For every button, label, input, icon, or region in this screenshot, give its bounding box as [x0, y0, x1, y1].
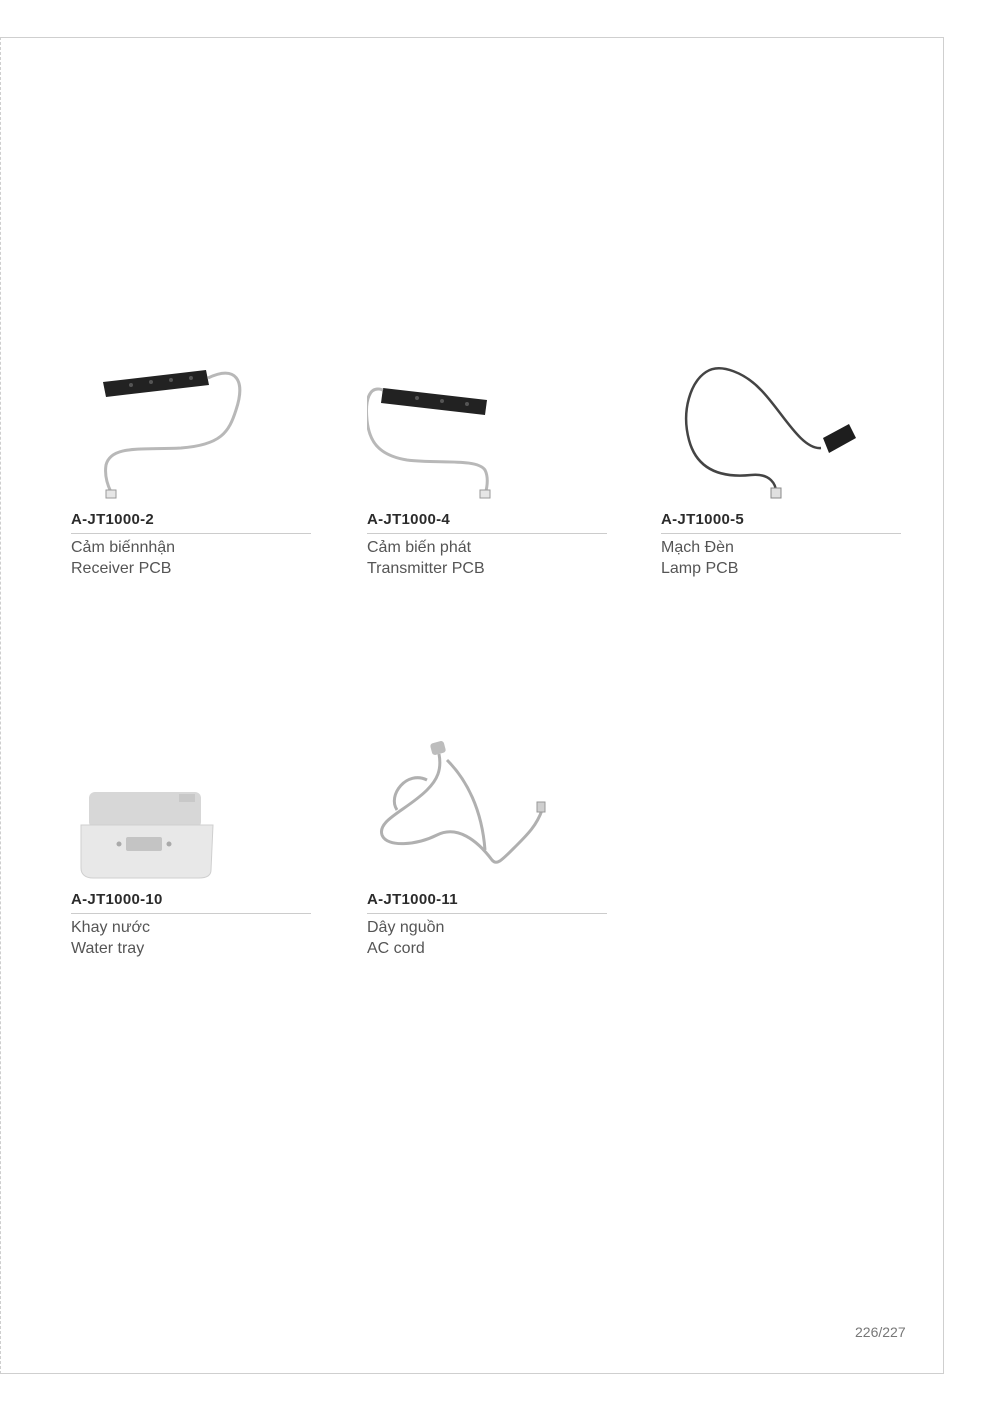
- divider: [71, 533, 311, 534]
- part-code: A-JT1000-10: [71, 891, 163, 908]
- part-name-vietnamese: Dây nguồn: [367, 919, 445, 936]
- receiver-pcb-image: [71, 360, 311, 510]
- part-name-english: Receiver PCB: [71, 560, 172, 577]
- part-name-english: AC cord: [367, 940, 425, 957]
- divider: [367, 913, 607, 914]
- page-number: 226/227: [855, 1324, 906, 1340]
- part-name-vietnamese: Cảm biến phát: [367, 539, 472, 556]
- page-frame: [0, 37, 944, 1374]
- part-name-vietnamese: Cảm biếnnhận: [71, 539, 176, 556]
- part-code: A-JT1000-5: [661, 511, 745, 528]
- part-name-vietnamese: Khay nước: [71, 919, 151, 936]
- divider: [367, 533, 607, 534]
- ac-cord-image: [367, 740, 607, 890]
- part-code: A-JT1000-11: [367, 891, 458, 908]
- part-code: A-JT1000-4: [367, 511, 451, 528]
- divider: [71, 913, 311, 914]
- part-name-vietnamese: Mạch Đèn: [661, 539, 734, 556]
- part-name-english: Lamp PCB: [661, 560, 739, 577]
- water-tray-image: [71, 740, 311, 890]
- part-code: A-JT1000-2: [71, 511, 155, 528]
- transmitter-pcb-image: [367, 360, 607, 510]
- part-name-english: Transmitter PCB: [367, 560, 485, 577]
- page-frame-left-edge: [0, 37, 1, 1374]
- part-name-english: Water tray: [71, 940, 145, 957]
- divider: [661, 533, 901, 534]
- lamp-pcb-image: [661, 360, 901, 510]
